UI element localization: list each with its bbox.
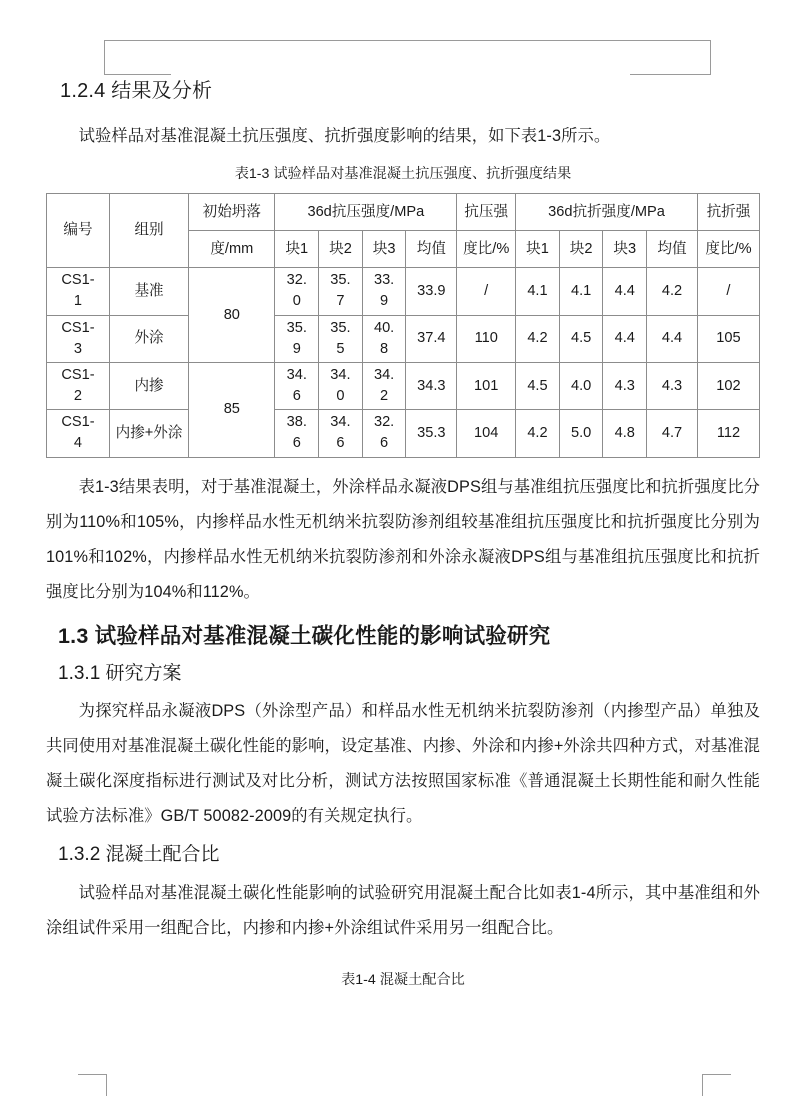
header-id: 编号 (47, 194, 110, 268)
table-body (47, 268, 760, 457)
cell-compressive-ratio: 110 (457, 315, 516, 362)
cell-group: 外涂 (109, 315, 188, 362)
header-compressive-ratio: 抗压强 (457, 194, 516, 231)
cell-flexural-mean: 4.3 (647, 362, 698, 409)
cell-compressive-block3: 33. 9 (362, 268, 406, 315)
header-f-block3: 块3 (603, 231, 647, 268)
cell-compressive-ratio: 104 (457, 410, 516, 457)
cell-compressive-ratio: / (457, 268, 516, 315)
cell-flexural-mean: 4.4 (647, 315, 698, 362)
table-header-row-1 (47, 194, 760, 231)
cell-flexural-mean: 4.7 (647, 410, 698, 457)
cell-compressive-block2: 34. 0 (319, 362, 363, 409)
cell-group: 基准 (109, 268, 188, 315)
cell-flexural-block2: 4.0 (559, 362, 603, 409)
table-1-3-caption: 表1-3 试验样品对基准混凝土抗压强度、抗折强度结果 (234, 166, 572, 182)
cell-flexural-block1: 4.5 (516, 362, 560, 409)
paragraph-1-3-2: 试验样品对基准混凝土碳化性能影响的试验研究用混凝土配合比如表1-4所示，其中基准组和外涂组试件采用一组配合比，内掺和内掺+外涂组试件采用另一组配合比。 (46, 883, 760, 937)
cell-flexural-block3: 4.4 (603, 268, 647, 315)
cell-compressive-block3: 34. 2 (362, 362, 406, 409)
cell-flexural-ratio: 102 (697, 362, 759, 409)
table-row (47, 268, 760, 315)
cell-sample-id: CS1- 2 (47, 362, 110, 409)
heading-1-2-4: 1.2.4 结果及分析 (60, 80, 213, 102)
table-1-4-caption: 表1-4 混凝土配合比 (341, 971, 465, 988)
cell-compressive-block2: 34. 6 (319, 410, 363, 457)
margin-corner-top-right (630, 40, 711, 75)
cell-flexural-block3: 4.4 (603, 315, 647, 362)
header-flexural-group: 36d抗折强度/MPa (516, 194, 698, 231)
cell-sample-id: CS1- 3 (47, 315, 110, 362)
margin-corner-top-left (104, 40, 171, 75)
cell-compressive-block2: 35. 7 (319, 268, 363, 315)
cell-flexural-block1: 4.2 (516, 315, 560, 362)
cell-flexural-block2: 4.5 (559, 315, 603, 362)
document-content (46, 78, 760, 991)
cell-flexural-block3: 4.3 (603, 362, 647, 409)
cell-compressive-mean: 34.3 (406, 362, 457, 409)
header-f-mean: 均值 (647, 231, 698, 268)
cell-compressive-block3: 32. 6 (362, 410, 406, 457)
cell-compressive-block1: 35. 9 (275, 315, 319, 362)
cell-compressive-mean: 35.3 (406, 410, 457, 457)
table-row (47, 410, 760, 457)
header-flexural-ratio-unit: 度比/% (697, 231, 759, 268)
cell-flexural-mean: 4.2 (647, 268, 698, 315)
cell-group: 内掺+外涂 (109, 410, 188, 457)
cell-sample-id: CS1- 1 (47, 268, 110, 315)
cell-flexural-block1: 4.1 (516, 268, 560, 315)
table-header (47, 194, 760, 268)
cell-compressive-block1: 34. 6 (275, 362, 319, 409)
heading-1-3-1: 1.3.1 研究方案 (58, 662, 182, 684)
cell-flexural-block1: 4.2 (516, 410, 560, 457)
header-slump: 初始坍落 (189, 194, 275, 231)
cell-slump: 85 (189, 362, 275, 457)
cell-compressive-block2: 35. 5 (319, 315, 363, 362)
header-c-block1: 块1 (275, 231, 319, 268)
header-slump-unit: 度/mm (189, 231, 275, 268)
cell-compressive-ratio: 101 (457, 362, 516, 409)
header-compressive-ratio-unit: 度比/% (457, 231, 516, 268)
header-c-mean: 均值 (406, 231, 457, 268)
paragraph-intro: 试验样品对基准混凝土抗压强度、抗折强度影响的结果，如下表1-3所示。 (78, 127, 611, 145)
margin-corner-bottom-right (702, 1074, 731, 1096)
header-c-block3: 块3 (362, 231, 406, 268)
table-1-3 (46, 193, 760, 457)
header-f-block2: 块2 (559, 231, 603, 268)
cell-compressive-block1: 38. 6 (275, 410, 319, 457)
cell-slump: 80 (189, 268, 275, 363)
cell-sample-id: CS1- 4 (47, 410, 110, 457)
header-group: 组别 (109, 194, 188, 268)
paragraph-analysis: 表1-3结果表明，对于基准混凝土，外涂样品永凝液DPS组与基准组抗压强度比和抗折强度比分别为110%和105%，内掺样品水性无机纳米抗裂防渗剂组较基准组抗压强度比和抗折强度比分别为101%和102%，内掺样品水性无机纳米抗裂防渗剂和外涂永凝液DPS组与基准组抗压强度比和抗折强度比分别为104%和112%。 (46, 477, 760, 601)
cell-flexural-ratio: 112 (697, 410, 759, 457)
header-flexural-ratio: 抗折强 (697, 194, 759, 231)
cell-group: 内掺 (109, 362, 188, 409)
cell-compressive-block3: 40. 8 (362, 315, 406, 362)
cell-flexural-ratio: / (697, 268, 759, 315)
cell-flexural-block2: 4.1 (559, 268, 603, 315)
table-row (47, 362, 760, 409)
margin-corner-bottom-left (78, 1074, 107, 1096)
heading-1-3-2: 1.3.2 混凝土配合比 (58, 844, 220, 866)
cell-compressive-mean: 37.4 (406, 315, 457, 362)
cell-flexural-ratio: 105 (697, 315, 759, 362)
cell-compressive-block1: 32. 0 (275, 268, 319, 315)
header-f-block1: 块1 (516, 231, 560, 268)
header-c-block2: 块2 (319, 231, 363, 268)
table-row (47, 315, 760, 362)
paragraph-1-3-1: 为探究样品永凝液DPS（外涂型产品）和样品水性无机纳米抗裂防渗剂（内掺型产品）单独及共同使用对基准混凝土碳化性能的影响，设定基准、内掺、外涂和内掺+外涂共四种方式，对基准混凝土碳化深度指标进行测试及对比分析，测试方法按照国家标准《普通混凝土长期性能和耐久性能试验方法标准》GB/T 50082-2009的有关规定执行。 (46, 702, 761, 826)
header-compressive-group: 36d抗压强度/MPa (275, 194, 457, 231)
heading-1-3: 1.3 试验样品对基准混凝土碳化性能的影响试验研究 (58, 623, 551, 648)
cell-flexural-block2: 5.0 (559, 410, 603, 457)
margin-guide-top-line (104, 40, 710, 41)
cell-flexural-block3: 4.8 (603, 410, 647, 457)
cell-compressive-mean: 33.9 (406, 268, 457, 315)
